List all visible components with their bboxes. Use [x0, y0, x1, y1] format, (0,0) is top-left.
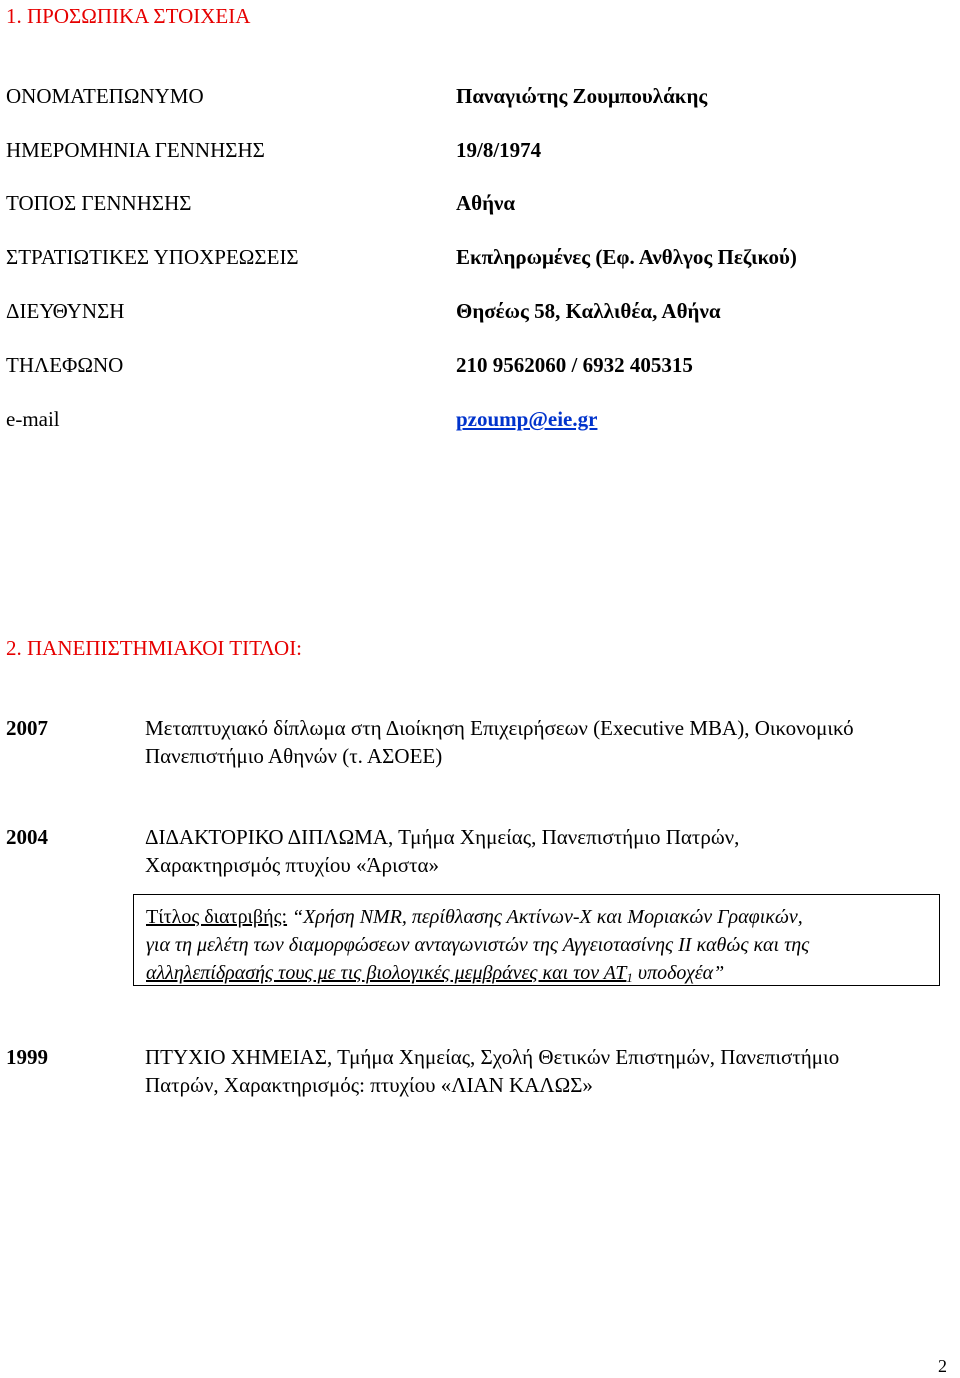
email-link[interactable]: pzoump@eie.gr	[456, 407, 598, 431]
degree-text-1999-line1: ΠΤΥΧΙΟ ΧΗΜΕΙΑΣ, Τμήμα Χημείας, Σχολή Θετικών Επιστημών, Πανεπιστήμιο	[145, 1045, 840, 1069]
field-value-birthdate: 19/8/1974	[456, 138, 542, 162]
field-value-name: Παναγιώτης Ζουμπουλάκης	[456, 84, 708, 108]
degree-text-2007-line1: Μεταπτυχιακό δίπλωμα στη Διοίκηση Επιχειρήσεων (Executive MBA), Οικονομικό	[145, 716, 854, 740]
thesis-line-3-text: αλληλεπίδρασής τους με τις βιολογικές μεμβράνες και τον ΑΤ	[146, 962, 627, 984]
field-value-address: Θησέως 58, Καλλιθέα, Αθήνα	[456, 299, 721, 323]
degree-year-1999: 1999	[6, 1045, 48, 1069]
thesis-title-label: Τίτλος διατριβής:	[146, 906, 288, 928]
thesis-box	[133, 894, 940, 986]
thesis-subscript: 1	[626, 970, 633, 985]
page-number: 2	[938, 1356, 947, 1376]
thesis-line-3	[146, 961, 724, 986]
field-label-birthplace: ΤΟΠΟΣ ΓΕΝΝΗΣΗΣ	[6, 191, 192, 215]
field-label-military: ΣΤΡΑΤΙΩΤΙΚΕΣ ΥΠΟΧΡΕΩΣΕΙΣ	[6, 245, 299, 269]
thesis-line-2: για τη μελέτη των διαμορφώσεων ανταγωνιστών της Αγγειοτασίνης ΙΙ καθώς και της	[146, 934, 810, 956]
degree-text-2004-line2: Χαρακτηρισμός πτυχίου «Άριστα»	[145, 853, 440, 877]
field-value-military: Εκπληρωμένες (Εφ. Ανθλγος Πεζικού)	[456, 245, 797, 269]
field-label-phone: ΤΗΛΕΦΩΝΟ	[6, 353, 124, 377]
degree-text-2004-line1: ΔΙΔΑΚΤΟΡΙΚΟ ΔΙΠΛΩΜΑ, Τμήμα Χημείας, Πανεπιστήμιο Πατρών,	[145, 825, 740, 849]
field-label-address: ΔΙΕΥΘΥΝΣΗ	[6, 299, 125, 323]
field-value-birthplace: Αθήνα	[456, 191, 516, 215]
section-heading-personal: 1. ΠΡΟΣΩΠΙΚΑ ΣΤΟΙΧΕΙΑ	[6, 4, 251, 28]
degree-text-2007-line2: Πανεπιστήμιο Αθηνών (τ. ΑΣΟΕΕ)	[145, 744, 443, 768]
field-value-phone: 210 9562060 / 6932 405315	[456, 353, 693, 377]
field-label-birthdate: ΗΜΕΡΟΜΗΝΙΑ ΓΕΝΝΗΣΗΣ	[6, 138, 265, 162]
thesis-title-start: “Χρήση NMR, περίθλασης Ακτίνων-Χ και Μοριακών Γραφικών,	[287, 906, 803, 928]
thesis-line-1	[146, 905, 803, 929]
thesis-line-3-end: υποδοχέα”	[632, 962, 725, 984]
degree-year-2007: 2007	[6, 716, 48, 740]
section-heading-degrees: 2. ΠΑΝΕΠΙΣΤΗΜΙΑΚΟΙ ΤΙΤΛΟΙ:	[6, 636, 303, 660]
degree-text-1999-line2: Πατρών, Χαρακτηρισμός: πτυχίου «ΛΙΑΝ ΚΑΛΩΣ»	[145, 1073, 593, 1097]
field-label-name: ΟΝΟΜΑΤΕΠΩΝΥΜΟ	[6, 84, 204, 108]
degree-year-2004: 2004	[6, 825, 48, 849]
field-label-email: e-mail	[6, 407, 60, 431]
